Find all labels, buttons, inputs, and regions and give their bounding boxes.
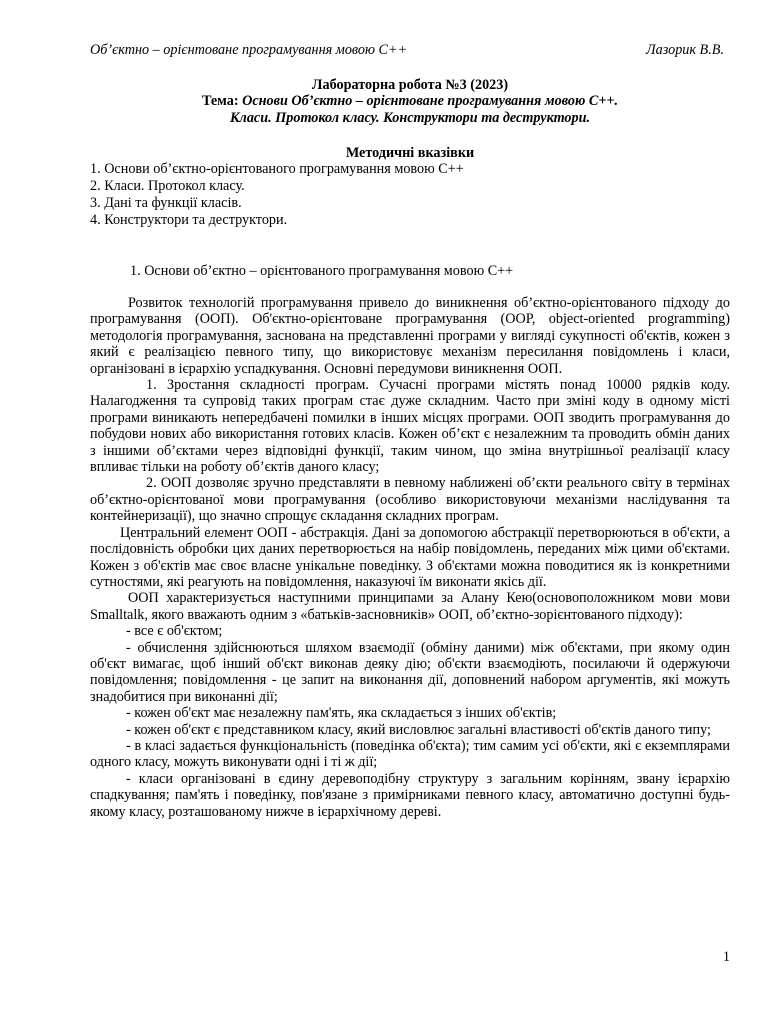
methodology-list	[90, 161, 730, 229]
topic-text: Основи Об’єктно – орієнтоване програмування мовою С++.	[242, 93, 619, 110]
lab-title-block	[90, 77, 730, 126]
paragraph: ООП характеризується наступними принципами за Алану Кею(основоположником мови мови Smalltalk, якого вважають одним з «батьків-засновників» ООП, об’єктно-зорієнтованого підходу):	[90, 590, 730, 623]
paragraph: 2. ООП дозволяє зручно представляти в певному наближені об’єкти реального світу в термінах об’єктно-орієнтованої мови програмування (особливо використовуючи механізми наслідування та контейнеризації), що значно спрощує складання складних програм.	[90, 475, 730, 525]
list-item: - обчислення здійснюються шляхом взаємодії (обміну даними) між об'єктами, при якому один об'єкт вимагає, щоб інший об'єкт виконав деяку дію; об'єкти взаємодіють, посилаючи й одержуючи повідомлення; повідомлення - це запит на виконання дії, доповнений набором аргументів, які можуть знадобитися при виконанні дії;	[90, 639, 730, 705]
list-item: - кожен об'єкт є представником класу, який висловлює загальні властивості об'єктів даного типу;	[126, 721, 711, 738]
list-item: 1. Основи об’єктно-орієнтованого програмування мовою С++	[90, 161, 464, 177]
paragraph: Розвиток технологій програмування привело до виникнення об’єктно-орієнтованого підходу до програмування (ООП). Об'єктно-орієнтоване програмування (ООР, object-oriented programming) методологія програмування, заснована на представленні програми у вигляді сукупності об'єктів, кожен з який є реалізацією певного типу, що використовує механізм пересилання повідомлень і класи, організовані в ієрархію успадкування. Основні передумови виникнення ООП.	[90, 295, 730, 377]
list-item: - все є об'єктом;	[126, 623, 223, 640]
list-item: - класи організовані в єдину деревоподібну структуру з загальним корінням, звану ієрархію спадкування; пам'ять і поведінку, пов'язане з примірниками певного класу, автоматично доступні будь-якому класу, розташованому нижче в ієрархічному дереві.	[90, 770, 730, 820]
topic-prefix: Тема:	[201, 93, 243, 110]
list-item: 3. Дані та функції класів.	[90, 195, 242, 211]
section-body	[90, 295, 730, 820]
methodology-title: Методичні вказівки	[345, 145, 475, 161]
list-item: 4. Конструктори та деструктори.	[90, 212, 288, 228]
running-header-title: Об’єктно – орієнтоване програмування мовою С++	[90, 42, 408, 58]
lab-topic	[90, 93, 730, 109]
paragraph: Центральний елемент ООП - абстракція. Дані за допомогою абстракції перетворюються в об'єкти, а послідовність обробки цих даних перетворюється на набір повідомлень, переданих між цими об'єктами. Кожен з об'єктів має своє власне унікальне поведінку. З об'єктами можна поводитися як із конкретними сутностями, які реагують на повідомлення, наказуючі їм виконати якісь дії.	[90, 524, 730, 590]
list-item: - в класі задається функціональність (поведінка об'єкта); тим самим усі об'єкти, які є екземплярами одного класу, можуть виконувати одні і ті ж дії;	[90, 737, 730, 771]
list-item: - кожен об'єкт має незалежну пам'ять, яка складається з інших об'єктів;	[126, 705, 557, 722]
section-heading: 1. Основи об’єктно – орієнтованого програмування мовою С++	[130, 263, 514, 279]
lab-topic-continued: Класи. Протокол класу. Конструктори та деструктори.	[229, 109, 591, 126]
running-header-author: Лазорик В.В.	[646, 42, 724, 58]
page-number: 1	[722, 949, 730, 965]
list-item: 2. Класи. Протокол класу.	[90, 178, 245, 194]
paragraph: 1. Зростання складності програм. Сучасні програми містять понад 10000 рядків коду. Налагодження та супровід таких програм стає дуже складним. Часто при зміні коду в одному місті програми виникають непередбачені помилки в інших місцях програми. ООП зводить програмування до побудови нових або використання готових класів. Кожен об’єкт є незалежним та проводить обмін даних з іншими об’єктами через відповідні функції, таким чином, що зміна внутрішньої реалізації класу впливає тільки на роботу об’єктів даного класу;	[90, 377, 730, 476]
lab-title: Лабораторна робота №3 (2023)	[311, 77, 509, 93]
